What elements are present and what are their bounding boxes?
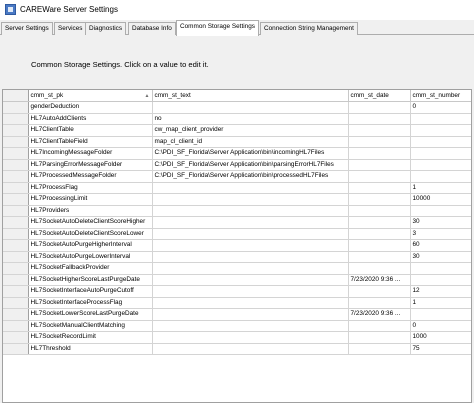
grid-body xyxy=(3,102,471,355)
cell-text[interactable]: C:\PDI_SF_Florida\Server Application\bin\processedHL7Files xyxy=(152,171,348,183)
cell-text[interactable]: C:\PDI_SF_Florida\Server Application\bin\incomingHL7Files xyxy=(152,148,348,160)
cell-pk[interactable]: HL7Threshold xyxy=(28,343,152,355)
cell-pk[interactable]: HL7ProcessFlag xyxy=(28,182,152,194)
cell-number[interactable] xyxy=(410,263,471,275)
cell-number[interactable]: 60 xyxy=(410,240,471,252)
table-row[interactable] xyxy=(3,148,471,160)
cell-text[interactable] xyxy=(152,240,348,252)
cell-text[interactable] xyxy=(152,217,348,229)
cell-date[interactable] xyxy=(348,332,410,344)
table-row[interactable] xyxy=(3,136,471,148)
cell-date[interactable] xyxy=(348,240,410,252)
row-header[interactable] xyxy=(3,297,28,309)
cell-number[interactable]: 1 xyxy=(410,182,471,194)
window-title: CAREWare Server Settings xyxy=(20,4,118,14)
row-header[interactable] xyxy=(3,251,28,263)
tab-diagnostics[interactable]: Diagnostics xyxy=(85,22,126,35)
table-row[interactable] xyxy=(3,274,471,286)
cell-text[interactable] xyxy=(152,274,348,286)
table-row[interactable] xyxy=(3,102,471,114)
row-header[interactable] xyxy=(3,102,28,114)
cell-date[interactable] xyxy=(348,125,410,137)
cell-text[interactable] xyxy=(152,263,348,275)
cell-pk[interactable]: HL7SocketInterfaceProcessFlag xyxy=(28,297,152,309)
header-row xyxy=(3,90,471,102)
app-icon xyxy=(5,4,16,15)
table-row[interactable] xyxy=(3,159,471,171)
row-header[interactable] xyxy=(3,274,28,286)
row-header[interactable] xyxy=(3,309,28,321)
cell-pk[interactable]: HL7SocketAutoPurgeLowerInterval xyxy=(28,251,152,263)
cell-text[interactable] xyxy=(152,343,348,355)
cell-pk[interactable]: HL7SocketHigherScoreLastPurgeDate xyxy=(28,274,152,286)
row-header[interactable] xyxy=(3,343,28,355)
row-header[interactable] xyxy=(3,217,28,229)
cell-pk[interactable]: HL7Providers xyxy=(28,205,152,217)
table-row[interactable] xyxy=(3,205,471,217)
cell-number[interactable]: 30 xyxy=(410,251,471,263)
table-row[interactable] xyxy=(3,217,471,229)
cell-text[interactable] xyxy=(152,205,348,217)
cell-pk[interactable]: HL7SocketAutoDeleteClientScoreLower xyxy=(28,228,152,240)
row-header[interactable] xyxy=(3,171,28,183)
cell-date[interactable] xyxy=(348,286,410,298)
table-row[interactable] xyxy=(3,251,471,263)
cell-number[interactable] xyxy=(410,171,471,183)
cell-number[interactable]: 0 xyxy=(410,320,471,332)
cell-pk[interactable]: HL7SocketAutoPurgeHigherInterval xyxy=(28,240,152,252)
cell-text[interactable] xyxy=(152,332,348,344)
cell-pk[interactable]: HL7ClientTableField xyxy=(28,136,152,148)
table-row[interactable] xyxy=(3,332,471,344)
sort-up-icon: ▲ xyxy=(144,92,150,99)
cell-text[interactable] xyxy=(152,309,348,321)
column-header-label: cmm_st_pk xyxy=(30,91,64,99)
cell-number[interactable] xyxy=(410,205,471,217)
column-header-cmm-st-number[interactable]: cmm_st_number xyxy=(410,90,471,102)
cell-text[interactable] xyxy=(152,251,348,263)
cell-date[interactable] xyxy=(348,205,410,217)
cell-pk[interactable]: HL7SocketInterfaceAutoPurgeCutoff xyxy=(28,286,152,298)
column-header-cmm-st-date[interactable]: cmm_st_date xyxy=(348,90,410,102)
tab-server-settings[interactable]: Server Settings xyxy=(1,22,53,35)
cell-pk[interactable]: HL7SocketAutoDeleteClientScoreHigher xyxy=(28,217,152,229)
table-row[interactable] xyxy=(3,125,471,137)
cell-number[interactable]: 1 xyxy=(410,297,471,309)
cell-number[interactable] xyxy=(410,148,471,160)
cell-number[interactable] xyxy=(410,274,471,286)
row-header[interactable] xyxy=(3,113,28,125)
column-header-cmm-st-text[interactable]: cmm_st_text xyxy=(152,90,348,102)
cell-text[interactable] xyxy=(152,194,348,206)
cell-date[interactable]: 7/23/2020 9:36 ... xyxy=(348,274,410,286)
row-header[interactable] xyxy=(3,228,28,240)
cell-number[interactable]: 10000 xyxy=(410,194,471,206)
row-header[interactable] xyxy=(3,320,28,332)
cell-number[interactable]: 1000 xyxy=(410,332,471,344)
cell-number[interactable] xyxy=(410,113,471,125)
table-row[interactable] xyxy=(3,240,471,252)
cell-pk[interactable]: HL7ClientTable xyxy=(28,125,152,137)
table-row[interactable] xyxy=(3,343,471,355)
row-header[interactable] xyxy=(3,332,28,344)
tab-database-info[interactable]: Database Info xyxy=(128,22,176,35)
table-row[interactable] xyxy=(3,113,471,125)
cell-text[interactable]: C:\PDI_SF_Florida\Server Application\bin\parsingErrorHL7Files xyxy=(152,159,348,171)
cell-text[interactable]: no xyxy=(152,113,348,125)
cell-text[interactable]: cw_map_client_provider xyxy=(152,125,348,137)
cell-date[interactable] xyxy=(348,159,410,171)
cell-pk[interactable]: HL7SocketLowerScoreLastPurgeDate xyxy=(28,309,152,321)
title-bar xyxy=(0,0,474,18)
cell-pk[interactable]: HL7IncomingMessageFolder xyxy=(28,148,152,160)
cell-date[interactable] xyxy=(348,194,410,206)
settings-table xyxy=(3,90,472,355)
row-header-corner xyxy=(3,90,28,102)
cell-pk[interactable]: HL7ProcessingLimit xyxy=(28,194,152,206)
table-row[interactable] xyxy=(3,286,471,298)
cell-date[interactable] xyxy=(348,171,410,183)
row-header[interactable] xyxy=(3,286,28,298)
tab-services[interactable]: Services xyxy=(54,22,87,35)
cell-pk[interactable]: HL7SocketRecordLimit xyxy=(28,332,152,344)
tab-strip xyxy=(0,20,474,35)
settings-grid[interactable] xyxy=(2,89,472,403)
table-row[interactable] xyxy=(3,171,471,183)
row-header[interactable] xyxy=(3,148,28,160)
table-row[interactable] xyxy=(3,263,471,275)
cell-date[interactable] xyxy=(348,251,410,263)
cell-pk[interactable]: HL7ProcessedMessageFolder xyxy=(28,171,152,183)
cell-pk[interactable]: HL7ParsingErrorMessageFolder xyxy=(28,159,152,171)
panel-caption: Common Storage Settings. Click on a value to edit it. xyxy=(31,60,209,69)
cell-text[interactable] xyxy=(152,286,348,298)
cell-text[interactable] xyxy=(152,320,348,332)
table-row[interactable] xyxy=(3,182,471,194)
cell-date[interactable] xyxy=(348,228,410,240)
cell-text[interactable] xyxy=(152,182,348,194)
cell-date[interactable] xyxy=(348,182,410,194)
cell-number[interactable] xyxy=(410,309,471,321)
table-row[interactable] xyxy=(3,228,471,240)
table-row[interactable] xyxy=(3,320,471,332)
cell-pk[interactable]: HL7SocketFallbackProvider xyxy=(28,263,152,275)
row-header[interactable] xyxy=(3,182,28,194)
cell-pk[interactable]: HL7SocketManualClientMatching xyxy=(28,320,152,332)
row-header[interactable] xyxy=(3,263,28,275)
cell-number[interactable]: 0 xyxy=(410,102,471,114)
cell-date[interactable] xyxy=(348,113,410,125)
cell-date[interactable] xyxy=(348,148,410,160)
cell-date[interactable] xyxy=(348,136,410,148)
cell-text[interactable] xyxy=(152,297,348,309)
cell-pk[interactable]: genderDeduction xyxy=(28,102,152,114)
cell-date[interactable] xyxy=(348,320,410,332)
cell-date[interactable] xyxy=(348,297,410,309)
column-header-cmm-st-pk[interactable] xyxy=(28,90,152,102)
cell-date[interactable] xyxy=(348,263,410,275)
row-header[interactable] xyxy=(3,205,28,217)
cell-text[interactable]: map_cl_client_id xyxy=(152,136,348,148)
table-row[interactable] xyxy=(3,194,471,206)
tab-connection-string-management[interactable]: Connection String Management xyxy=(260,22,358,35)
cell-date[interactable] xyxy=(348,343,410,355)
cell-pk[interactable]: HL7AutoAddClients xyxy=(28,113,152,125)
cell-number[interactable]: 75 xyxy=(410,343,471,355)
cell-number[interactable]: 30 xyxy=(410,217,471,229)
cell-number[interactable] xyxy=(410,136,471,148)
common-storage-panel xyxy=(0,35,474,403)
row-header[interactable] xyxy=(3,194,28,206)
cell-number[interactable] xyxy=(410,159,471,171)
cell-number[interactable]: 3 xyxy=(410,228,471,240)
table-row[interactable] xyxy=(3,297,471,309)
row-header[interactable] xyxy=(3,240,28,252)
tab-common-storage-settings[interactable]: Common Storage Settings xyxy=(176,20,259,36)
cell-number[interactable]: 12 xyxy=(410,286,471,298)
row-header[interactable] xyxy=(3,125,28,137)
cell-text[interactable] xyxy=(152,228,348,240)
cell-text[interactable] xyxy=(152,102,348,114)
cell-date[interactable] xyxy=(348,102,410,114)
row-header[interactable] xyxy=(3,159,28,171)
table-row[interactable] xyxy=(3,309,471,321)
row-header[interactable] xyxy=(3,136,28,148)
cell-date[interactable]: 7/23/2020 9:36 ... xyxy=(348,309,410,321)
cell-number[interactable] xyxy=(410,125,471,137)
cell-date[interactable] xyxy=(348,217,410,229)
